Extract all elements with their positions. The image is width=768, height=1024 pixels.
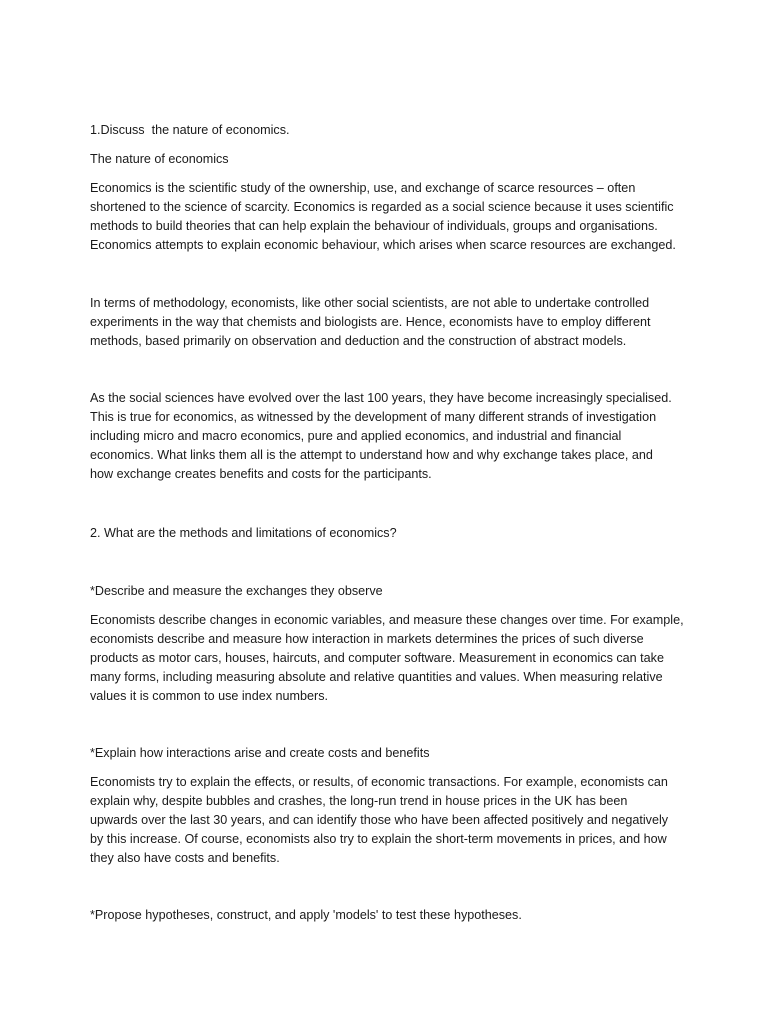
- paragraph-line: shortened to the science of scarcity. Economics is regarded as a social science because it uses scientific: [90, 200, 674, 215]
- bullet-describe: *Describe and measure the exchanges they observe: [90, 584, 383, 598]
- paragraph-line: Economists try to explain the effects, or results, of economic transactions. For example, economists can: [90, 775, 668, 789]
- paragraph-line: Economics is the scientific study of the ownership, use, and exchange of scarce resources – often: [90, 181, 636, 195]
- paragraph-line: many forms, including measuring absolute and relative quantities and values. When measuring relative: [90, 670, 663, 685]
- section-subheading: The nature of economics: [90, 152, 229, 166]
- paragraph-line: This is true for economics, as witnessed by the development of many different strands of investigation: [90, 410, 657, 425]
- paragraph-line: products as motor cars, houses, haircuts, and computer software. Measurement in economics can take: [90, 651, 664, 666]
- paragraph-line: by this increase. Of course, economists also try to explain the short-term movements in prices, and how: [90, 832, 667, 847]
- paragraph-line: explain why, despite bubbles and crashes, the long-run trend in house prices in the UK has been: [90, 794, 628, 809]
- paragraph-line: they also have costs and benefits.: [90, 851, 280, 866]
- paragraph-line: economists describe and measure how interaction in markets determines the prices of such diverse: [90, 632, 644, 647]
- paragraph-definition: [90, 179, 676, 255]
- paragraph-methodology: [90, 294, 650, 351]
- paragraph-specialisation: [90, 389, 672, 484]
- paragraph-line: In terms of methodology, economists, like other social scientists, are not able to undertake controlled: [90, 296, 650, 310]
- paragraph-line: economics. What links them all is the attempt to understand how and why exchange takes place, and: [90, 448, 653, 463]
- bullet-explain: *Explain how interactions arise and create costs and benefits: [90, 746, 430, 760]
- paragraph-line: As the social sciences have evolved over the last 100 years, they have become increasingly specialised.: [90, 391, 672, 405]
- question-2-heading: 2. What are the methods and limitations of economics?: [90, 526, 397, 540]
- paragraph-describe: [90, 611, 684, 706]
- paragraph-line: how exchange creates benefits and costs for the participants.: [90, 467, 432, 482]
- paragraph-line: including micro and macro economics, pure and applied economics, and industrial and financial: [90, 429, 622, 444]
- paragraph-line: Economists describe changes in economic variables, and measure these changes over time. For example,: [90, 613, 684, 627]
- paragraph-line: methods, based primarily on observation and deduction and the construction of abstract models.: [90, 334, 627, 349]
- paragraph-explain: [90, 773, 668, 868]
- paragraph-line: experiments in the way that chemists and biologists are. Hence, economists have to employ different: [90, 315, 651, 330]
- paragraph-line: methods to build theories that can help explain the behaviour of individuals, groups and organisations.: [90, 219, 658, 234]
- bullet-hypotheses: *Propose hypotheses, construct, and apply 'models' to test these hypotheses.: [90, 908, 522, 922]
- question-1-heading: 1.Discuss the nature of economics.: [90, 123, 290, 137]
- paragraph-line: values it is common to use index numbers.: [90, 689, 328, 704]
- paragraph-line: upwards over the last 30 years, and can identify those who have been affected positively and negatively: [90, 813, 669, 828]
- paragraph-line: Economics attempts to explain economic behaviour, which arises when scarce resources are exchanged.: [90, 238, 676, 253]
